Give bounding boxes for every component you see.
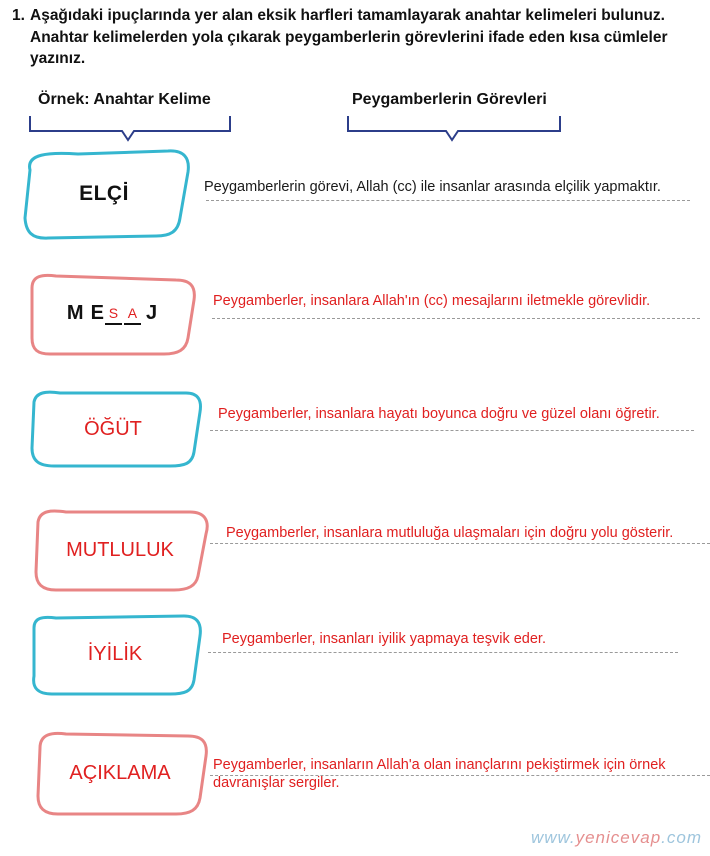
keyword-card-iyilik <box>28 610 202 698</box>
dashed-line <box>210 775 710 776</box>
keyword-elci: ELÇİ <box>79 182 129 205</box>
sentence-mesaj: Peygamberler, insanlara Allah'ın (cc) mesajlarını iletmekle görevlidir. <box>213 293 651 309</box>
keyword-mesaj <box>67 302 157 325</box>
blank-s[interactable]: S <box>105 307 122 325</box>
sentence-iyilik: Peygamberler, insanları iyilik yapmaya teşvik eder. <box>222 631 546 647</box>
keyword-card-mesaj <box>26 268 198 358</box>
sentence-aciklama-line1: Peygamberler, insanların Allah'a olan inançlarını pekiştirmek için örnek <box>213 757 666 773</box>
dashed-line <box>210 543 710 544</box>
letter-m: M <box>66 301 84 324</box>
keyword-mutluluk: MUTLULUK <box>66 538 174 561</box>
sentence-aciklama-line2: davranışlar sergiler. <box>213 775 340 791</box>
dashed-line <box>208 652 678 653</box>
keyword-card-elci <box>18 148 190 240</box>
letter-j: J <box>145 301 158 324</box>
sentence-elci: Peygamberlerin görevi, Allah (cc) ile insanlar arasında elçilik yapmaktır. <box>204 179 661 195</box>
header-keyword: Örnek: Anahtar Kelime <box>38 91 211 108</box>
keyword-iyilik: İYİLİK <box>87 642 143 665</box>
sentence-ogut: Peygamberler, insanlara hayatı boyunca doğru ve güzel olanı öğretir. <box>218 406 660 422</box>
instruction-number: 1. <box>12 7 25 24</box>
sentence-mutluluk: Peygamberler, insanlara mutluluğa ulaşmaları için doğru yolu gösterir. <box>226 525 674 541</box>
keyword-card-ogut <box>24 388 202 470</box>
dashed-line <box>210 430 694 431</box>
letter-e: E <box>90 301 104 324</box>
keyword-card-aciklama <box>32 728 208 818</box>
instruction-text: Aşağıdaki ipuçlarında yer alan eksik harfleri tamamlayarak anahtar kelimeleri bulunuz. Anahtar kelimelerden yola çıkarak peygamberlerin görevlerini ifade eden kısa cümleler yazınız. <box>30 7 668 67</box>
watermark: www.yenicevap.com <box>530 828 702 847</box>
left-brace-icon <box>28 114 234 144</box>
keyword-aciklama: AÇIKLAMA <box>69 761 171 784</box>
blank-a[interactable]: A <box>124 307 141 325</box>
dashed-line <box>206 200 690 201</box>
header-duties: Peygamberlerin Görevleri <box>352 91 547 108</box>
keyword-card-mutluluk <box>30 506 210 594</box>
keyword-ogut: ÖĞÜT <box>84 417 142 440</box>
dashed-line <box>212 318 700 319</box>
right-brace-icon <box>346 114 564 144</box>
instruction <box>12 5 707 70</box>
